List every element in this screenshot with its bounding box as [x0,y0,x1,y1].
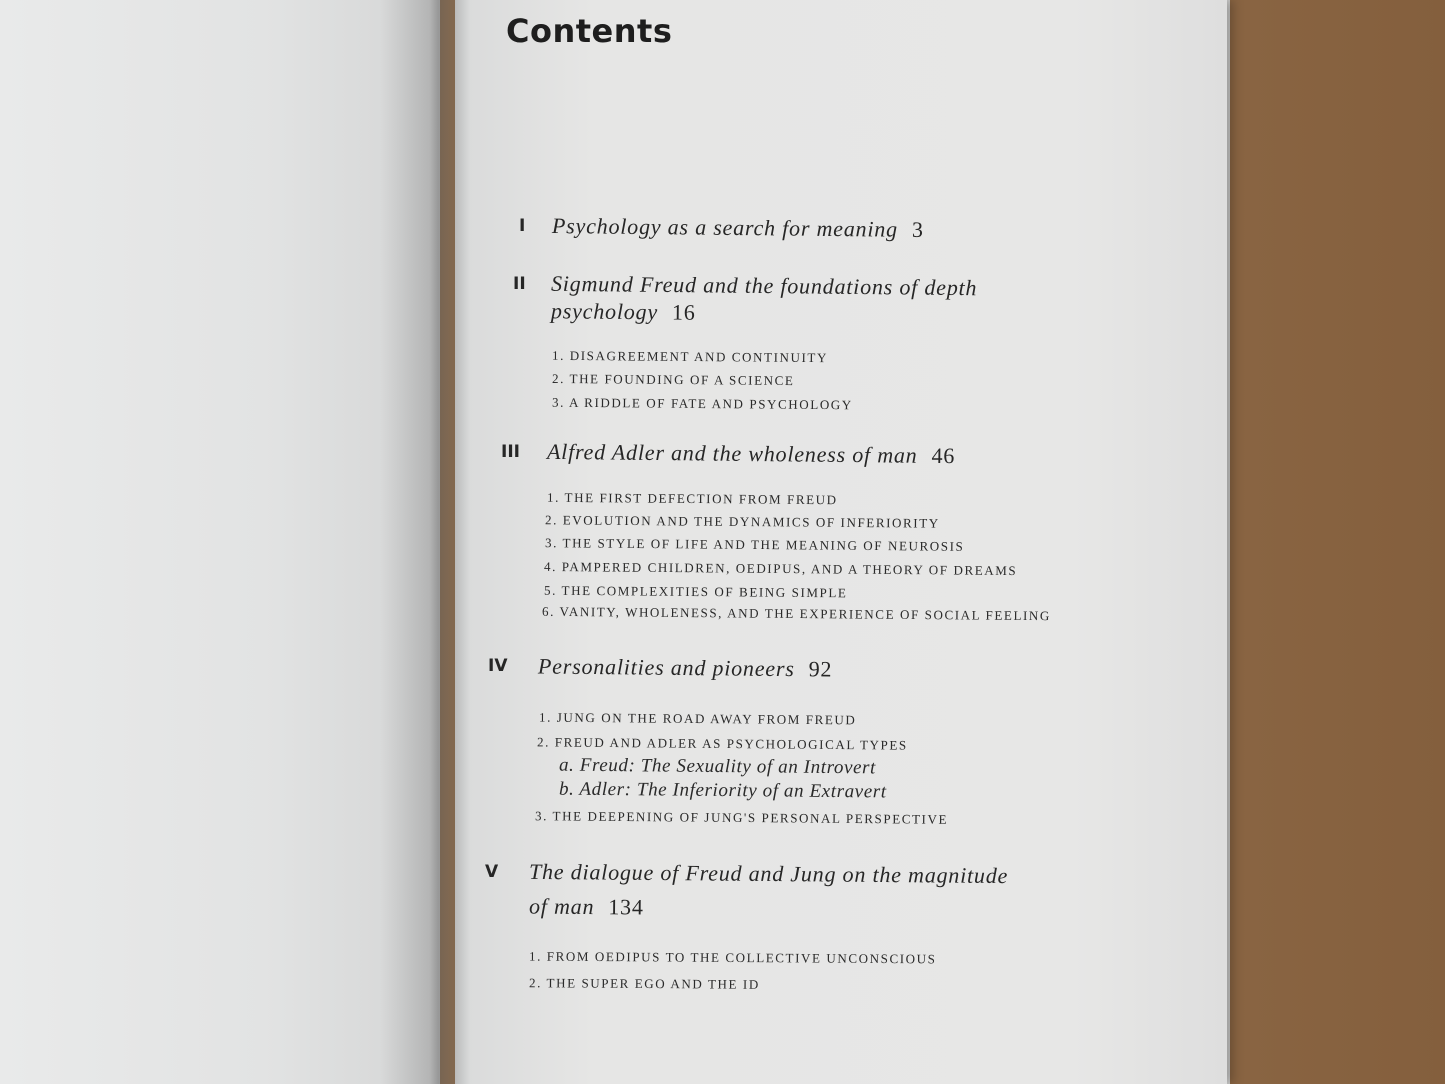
section-item: 1. DISAGREEMENT AND CONTINUITY [551,347,829,366]
section-item: 2. THE FOUNDING OF A SCIENCE [551,370,795,389]
chapter-title-line: psychology 16 [550,298,696,325]
chapter-number: IV [488,656,508,676]
chapter-page: 16 [671,299,696,325]
chapter-title-line: of man 134 [528,893,644,920]
chapter-number: V [485,862,499,882]
chapter-title: Psychology as a search for meaning 3 [551,213,924,242]
chapter-page: 134 [608,894,644,920]
chapter-number: II [513,274,526,294]
section-item: 2. FREUD AND ADLER AS PSYCHOLOGICAL TYPES [536,734,908,753]
chapter-title-line: The dialogue of Freud and Jung on the magnitude [528,858,1009,889]
subsection-item: a. Freud: The Sexuality of an Introvert [558,754,877,779]
section-item: 3. THE DEEPENING OF JUNG'S PERSONAL PERSPECTIVE [534,808,949,827]
book-gutter [380,0,470,1084]
subsection-item: b. Adler: The Inferiority of an Extravert [558,778,887,803]
section-item: 3. A RIDDLE OF FATE AND PSYCHOLOGY [551,394,853,413]
section-item: 2. EVOLUTION AND THE DYNAMICS OF INFERIORITY [544,512,940,531]
chapter-page: 46 [931,442,956,469]
chapter-number: III [501,442,520,462]
section-item: 1. JUNG ON THE ROAD AWAY FROM FREUD [538,709,857,728]
section-item: 1. THE FIRST DEFECTION FROM FREUD [546,489,838,508]
section-item: 3. THE STYLE OF LIFE AND THE MEANING OF NEUROSIS [544,535,965,554]
chapter-page: 3 [911,216,924,242]
chapter-title: Alfred Adler and the wholeness of man 46 [546,438,956,469]
chapter-title: Personalities and pioneers 92 [537,653,833,682]
section-item: 4. PAMPERED CHILDREN, OEDIPUS, AND A THEORY OF DREAMS [543,558,1018,579]
section-item: 5. THE COMPLEXITIES OF BEING SIMPLE [543,582,848,601]
section-item: 1. FROM OEDIPUS TO THE COLLECTIVE UNCONSCIOUS [528,948,937,967]
section-item: 6. VANITY, WHOLENESS, AND THE EXPERIENCE OF SOCIAL FEELING [541,603,1051,624]
left-page [0,0,440,1084]
chapter-page: 92 [808,656,833,682]
chapter-number: I [519,216,526,236]
section-item: 2. THE SUPER EGO AND THE ID [528,975,760,992]
chapter-title-line: Sigmund Freud and the foundations of depth [550,270,978,301]
page-title: Contents [506,12,673,50]
